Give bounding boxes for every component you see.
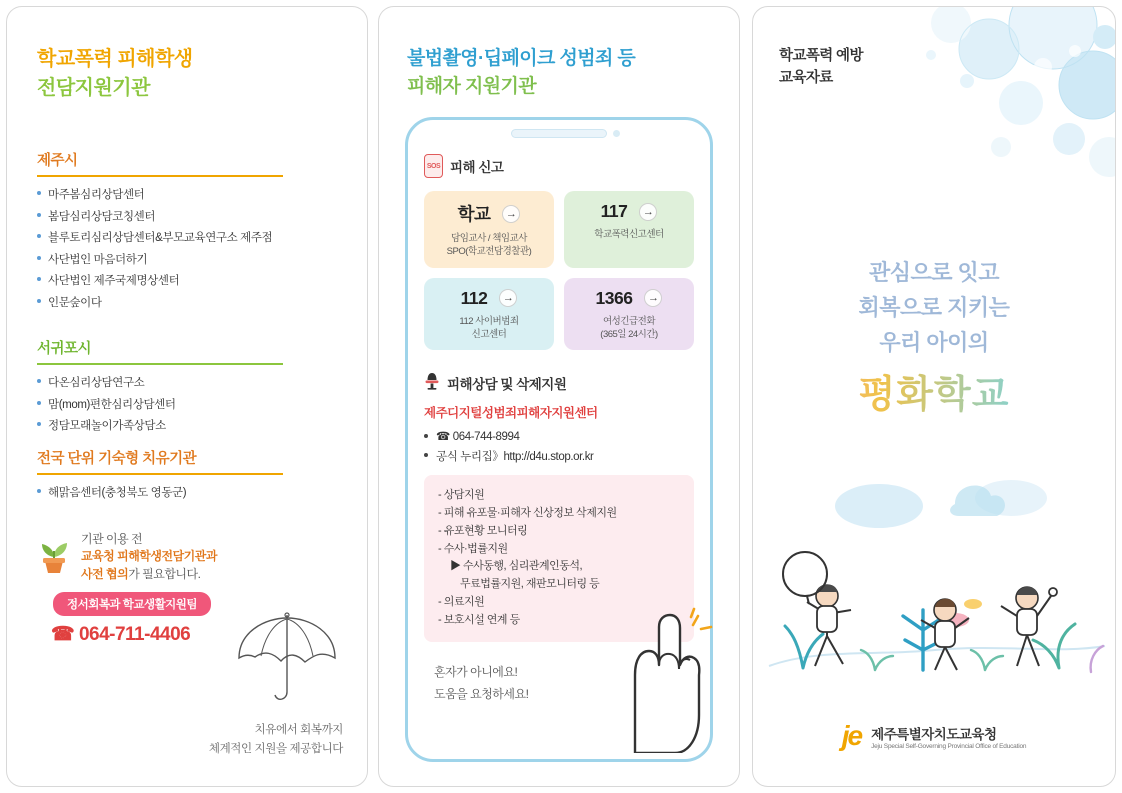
left-title [37,45,193,103]
logo-name-ko: 제주특별자치도교육청 [871,726,997,742]
plant-icon [37,531,71,580]
service-subitem: ▶ 수사동행, 심리관계인동석, [450,560,583,573]
list-item: 블루토리심리상담센터&부모교육연구소 제주점 [37,229,337,245]
card-sub-line1: 담임교사 / 책임교사 [451,233,527,244]
report-heading: 피해 신고 [450,160,504,175]
card-title: 112 [460,287,488,308]
arrow-right-icon: → [639,203,657,221]
service-item: - 보호시설 연계 등 [438,613,520,626]
report-card-1366[interactable] [564,278,694,351]
arrow-right-icon: → [499,289,517,307]
notice-line3: 사전 협의 [81,566,129,581]
card-title: 1366 [595,287,633,308]
phone-speaker [511,129,607,138]
report-card-112[interactable] [424,278,554,351]
list-item: 정담모래놀이가족상담소 [37,417,337,433]
jeju-education-logo [753,720,1115,752]
service-item: - 의료지원 [438,596,485,609]
list-item: 사단법인 제주국제명상센터 [37,272,337,288]
support-heading-row [424,372,694,393]
card-sub-line1: 112 사이버범죄 [459,315,519,327]
children-illustration [759,470,1111,700]
list-item: 맘(mom)편한심리상담센터 [37,396,337,412]
logo-name-en: Jeju Special Self-Governing Provincial Office of Education [871,742,1027,750]
section-rule [37,363,283,365]
panel-left [6,6,368,787]
service-item: - 상담지원 [438,489,485,502]
main-line2: 회복으로 지키는 [858,295,1010,321]
je-logo-text [871,723,1026,750]
megaphone-icon [424,372,440,393]
notice-line2: 교육청 피해학생전담기관과 [81,549,217,564]
middle-title [407,45,635,100]
list-item: 봄담심리상담코칭센터 [37,208,337,224]
right-header-line2: 교육자료 [779,70,833,87]
section-national-residential [37,447,337,506]
section-heading: 제주시 [37,153,78,169]
phone-number: ☎ 064-711-4406 [51,624,191,646]
footer-line1: 치유에서 회복까지 [254,723,343,736]
list-item: 사단법인 마음더하기 [37,251,337,267]
notice-line1: 기관 이용 전 [81,532,143,546]
report-card-school[interactable] [424,191,554,268]
encouragement-text [434,661,528,705]
report-card-117[interactable] [564,191,694,268]
section-seogwipo-si [37,337,337,439]
main-line1: 관심으로 잇고 [868,260,1000,285]
panel-right [752,6,1116,787]
service-item: - 수사·법률지원 [438,542,508,555]
middle-title-line1: 불법촬영·딥페이크 성범죄 등 [407,48,636,69]
section-rule [37,175,283,177]
encouragement-line1: 혼자가 아니에요! [434,664,518,679]
card-sub-line2: (365일 24시간) [600,328,658,340]
arrow-right-icon: → [502,205,520,223]
panel-middle [378,6,740,787]
card-sub-line2: SPO(학교전담경찰관) [446,246,532,258]
footer-line2: 체계적인 지원을 제공합니다 [208,743,343,756]
section-heading: 서귀포시 [37,341,92,357]
card-sub-line1: 여성긴급전화 [602,315,656,327]
report-cards [424,191,694,350]
right-header-line1: 학교폭력 예방 [779,48,863,64]
institution-list [37,374,337,433]
pointing-hand-illustration [601,603,719,758]
right-header [779,45,863,90]
section-jeju-si [37,149,337,315]
service-item: - 피해 유포물·피해자 신상정보 삭제지원 [438,507,617,519]
umbrella-illustration [225,612,345,712]
sos-icon: SOS [424,154,443,178]
arrow-right-icon: → [644,289,662,307]
notice-text [81,531,217,583]
right-main-title [753,255,1115,425]
contact-website[interactable]: 공식 누리집》http://d4u.stop.or.kr [424,448,694,464]
je-logo-mark: je [841,720,862,751]
institution-list [37,484,337,500]
support-contacts [424,429,694,464]
bubble-decoration [753,7,1116,237]
card-sub-line2: 신고센터 [471,328,507,340]
section-rule [37,473,283,475]
left-footer [209,721,343,760]
service-subitem: 무료법률지원, 재판모니터링 등 [460,578,600,591]
service-item: - 유포현황 모니터링 [438,524,528,537]
institution-list [37,186,337,310]
report-heading-row [424,154,694,178]
notice-line3-tail: 가 필요합니다. [128,566,201,581]
card-title: 학교 [457,204,491,224]
left-title-line1: 학교폭력 피해학생 [37,48,193,70]
phone-camera-dot [613,130,620,137]
card-title: 117 [600,201,628,221]
support-org-name: 제주디지털성범죄피해자지원센터 [424,406,598,421]
card-sub-line1: 학교폭력신고센터 [594,229,664,240]
list-item: 마주봄심리상담센터 [37,186,337,202]
department-badge: 정서회복과 학교생활지원팀 [53,592,211,616]
contact-phone: ☎ 064-744-8994 [424,429,694,443]
middle-title-line2: 피해자 지원기관 [407,75,536,97]
support-heading: 피해상담 및 삭제지원 [447,376,567,392]
left-title-line2: 전담지원기관 [37,77,150,99]
peace-school-title: 평화학교 [753,365,1115,426]
list-item: 인문숲이다 [37,294,337,310]
list-item: 다온심리상담연구소 [37,374,337,390]
main-line3: 우리 아이의 [879,330,989,356]
list-item: 해맑음센터(충청북도 영동군) [37,484,337,500]
encouragement-line2: 도움을 요청하세요! [434,686,529,701]
section-heading: 전국 단위 기숙형 치유기관 [37,451,197,467]
